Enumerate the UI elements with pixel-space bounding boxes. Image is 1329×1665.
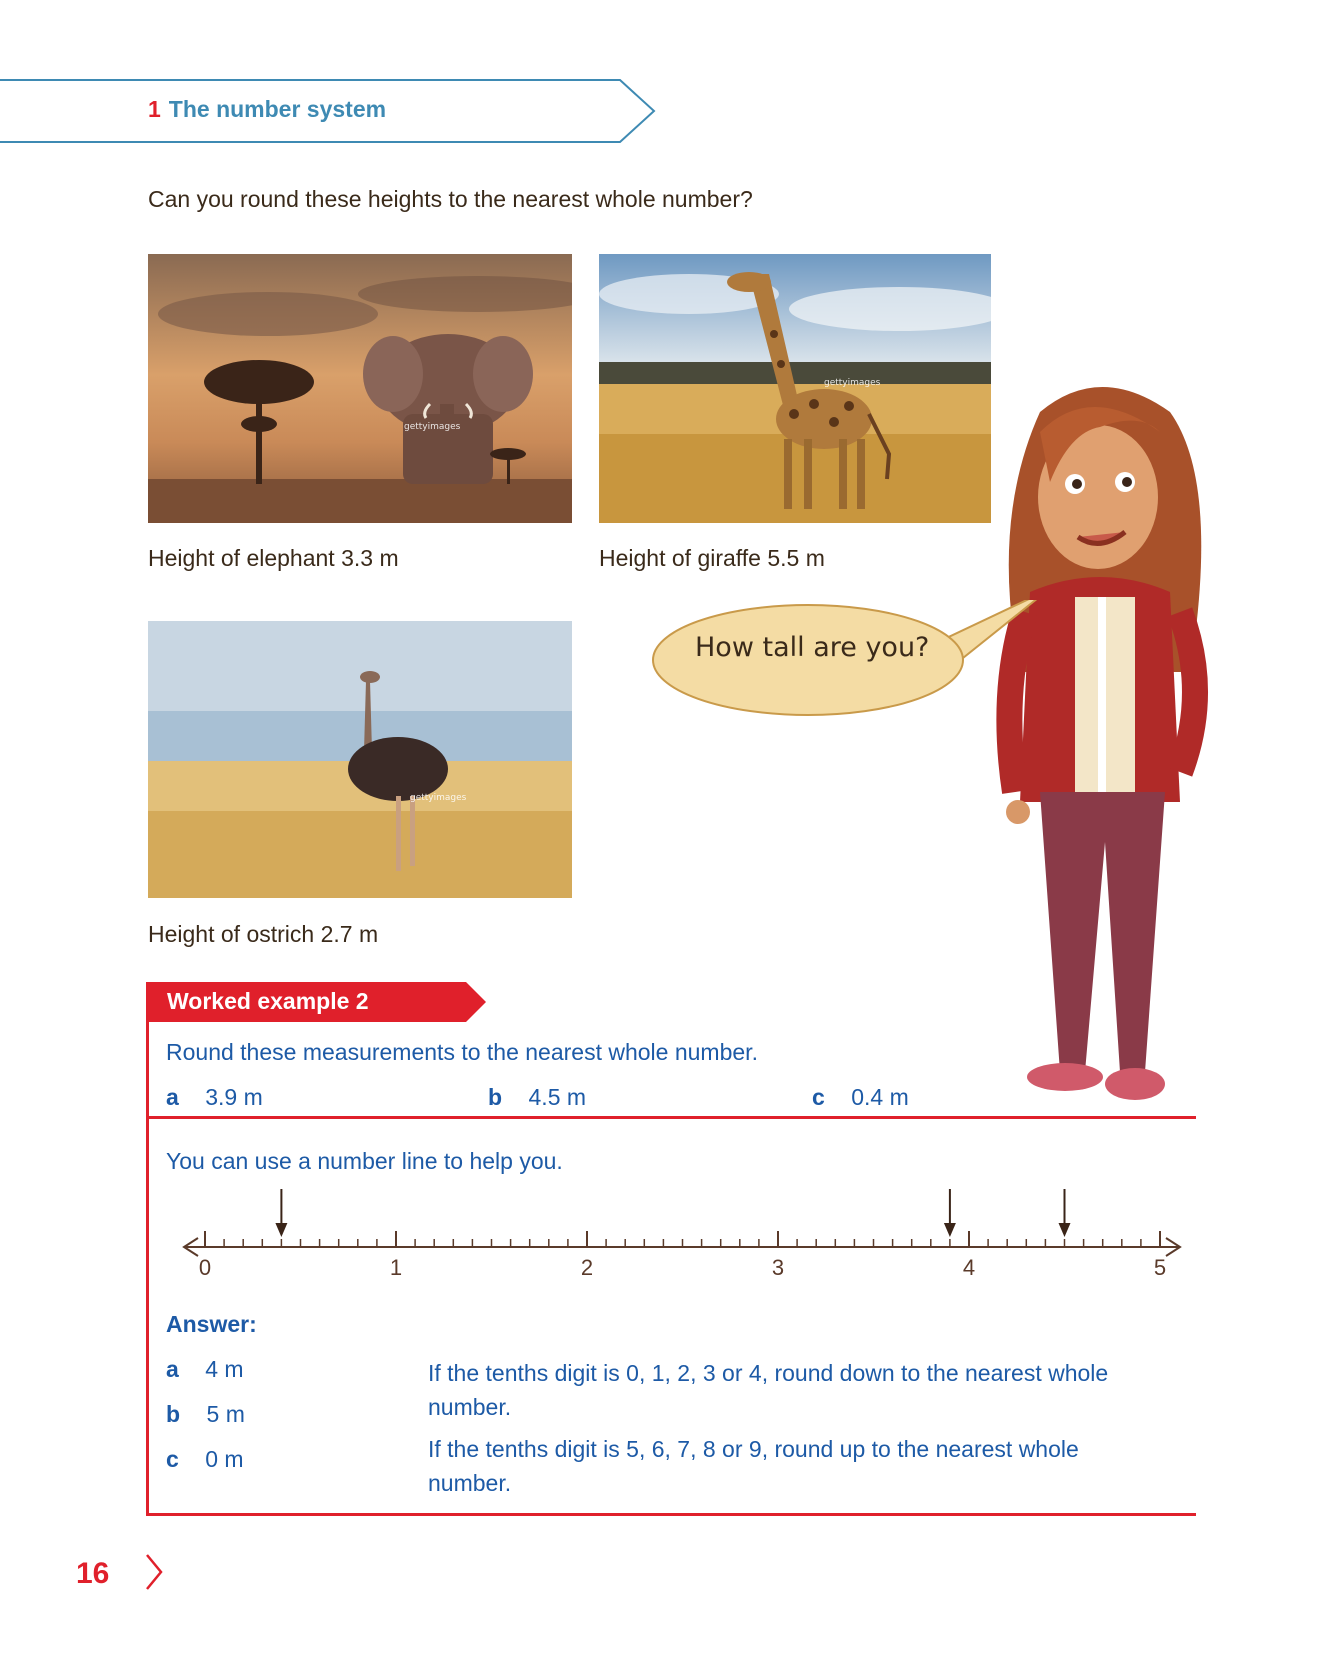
number-line-label: 5: [1153, 1255, 1167, 1280]
rounding-rule-down: If the tenths digit is 0, 1, 2, 3 or 4, round down to the nearest whole number.: [428, 1360, 1109, 1420]
answer-letter: c: [166, 1446, 179, 1472]
elephant-caption: Height of elephant 3.3 m: [148, 545, 399, 571]
worked-example-left-border: [146, 1018, 149, 1514]
answer-value: 5 m: [206, 1401, 245, 1427]
answer-letter: b: [166, 1401, 181, 1427]
item-value: 4.5 m: [528, 1084, 587, 1110]
page-number: 16: [76, 1557, 110, 1590]
answer-letter: a: [166, 1356, 179, 1382]
number-line-marker-arrowhead: [275, 1223, 287, 1237]
intro-question: Can you round these heights to the nearest whole number?: [148, 186, 753, 212]
answer-item-a: [166, 1356, 244, 1383]
photo-watermark: gettyimages: [404, 422, 461, 432]
number-line: [180, 1185, 1200, 1285]
item-letter: a: [166, 1084, 179, 1110]
worked-example-bottom-border: [146, 1513, 1196, 1516]
rounding-rule-up: If the tenths digit is 5, 6, 7, 8 or 9, round up to the nearest whole number.: [428, 1436, 1079, 1496]
number-line-marker-arrowhead: [1059, 1223, 1071, 1237]
worked-example-divider: [146, 1116, 1196, 1119]
item-value: 3.9 m: [205, 1084, 263, 1110]
worked-example-title: Worked example 2: [167, 988, 369, 1014]
worked-example-question: Round these measurements to the nearest whole number.: [166, 1039, 758, 1065]
chapter-title: The number system: [168, 96, 387, 122]
answer-value: 0 m: [205, 1446, 244, 1472]
number-line-hint: You can use a number line to help you.: [166, 1148, 563, 1174]
question-item-b: [488, 1084, 586, 1111]
chevron-right-icon: [144, 1552, 164, 1592]
answer-item-b: [166, 1401, 245, 1428]
photo-watermark: gettyimages: [824, 378, 881, 388]
speech-bubble-text: How tall are you?: [695, 632, 930, 663]
answer-item-c: [166, 1446, 244, 1473]
elephant-photo: [148, 254, 572, 523]
giraffe-caption: Height of giraffe 5.5 m: [599, 545, 825, 571]
number-line-label: 3: [771, 1255, 785, 1280]
giraffe-photo: [599, 254, 991, 523]
question-item-c: [812, 1084, 909, 1111]
chapter-heading: [148, 96, 386, 123]
answer-label: Answer:: [166, 1311, 257, 1337]
number-line-label: 1: [389, 1255, 403, 1280]
photo-watermark: gettyimages: [410, 793, 467, 803]
item-value: 0.4 m: [851, 1084, 909, 1110]
question-item-a: [166, 1084, 263, 1111]
girl-illustration: [980, 372, 1230, 1132]
answer-value: 4 m: [205, 1356, 244, 1382]
item-letter: b: [488, 1084, 503, 1110]
item-letter: c: [812, 1084, 825, 1110]
number-line-label: 0: [198, 1255, 212, 1280]
number-line-label: 2: [580, 1255, 594, 1280]
number-line-label: 4: [962, 1255, 976, 1280]
ostrich-photo: [148, 621, 572, 898]
ostrich-caption: Height of ostrich 2.7 m: [148, 921, 379, 947]
chapter-number: 1: [148, 96, 161, 122]
number-line-marker-arrowhead: [944, 1223, 956, 1237]
